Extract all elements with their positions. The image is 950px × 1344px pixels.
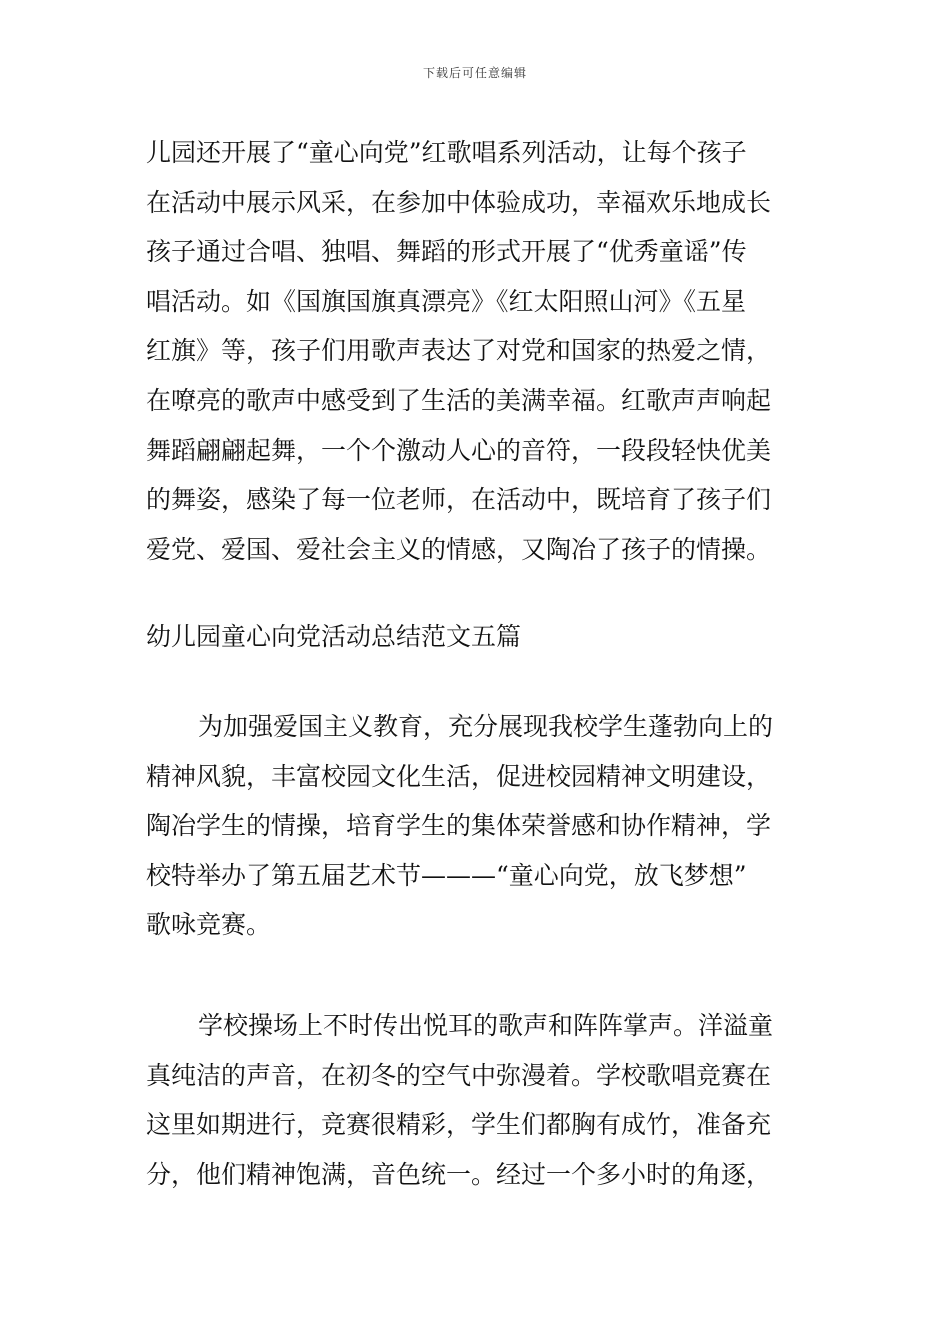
paragraph-line: 在活动中展示风采，在参加中体验成功，幸福欢乐地成长 xyxy=(146,187,772,217)
paragraph-line: 学校操场上不时传出悦耳的歌声和阵阵掌声。洋溢童 xyxy=(198,1010,774,1040)
spacer xyxy=(146,574,806,612)
paragraph-line: 红旗》等，孩子们用歌声表达了对党和国家的热爱之情， xyxy=(146,336,772,366)
document-body xyxy=(146,128,806,1199)
paragraph-line: 在嘹亮的歌声中感受到了生活的美满幸福。红歌声声响起 xyxy=(146,385,772,415)
section-title: 幼儿园童心向党活动总结范文五篇 xyxy=(146,622,522,652)
paragraph-line: 分，他们精神饱满，音色统一。经过一个多小时的角逐， xyxy=(146,1159,772,1189)
paragraph-1 xyxy=(146,128,806,574)
paragraph-line: 孩子通过合唱、独唱、舞蹈的形式开展了“优秀童谣”传 xyxy=(146,237,747,267)
paragraph-3 xyxy=(146,1001,806,1199)
paragraph-line: 唱活动。如《国旗国旗真漂亮》《红太阳照山河》《五星 xyxy=(146,286,747,316)
paragraph-line: 这里如期进行，竞赛很精彩，学生们都胸有成竹，准备充 xyxy=(146,1110,772,1140)
paragraph-line: 陶冶学生的情操，培育学生的集体荣誉感和协作精神，学 xyxy=(146,811,772,841)
paragraph-line: 真纯洁的声音，在初冬的空气中弥漫着。学校歌唱竞赛在 xyxy=(146,1060,772,1090)
page-header-note: 下载后可任意编辑 xyxy=(422,66,527,80)
paragraph-line: 校特举办了第五届艺术节———“童心向党，放飞梦想” xyxy=(146,860,747,890)
paragraph-line: 爱党、爱国、爱社会主义的情感，又陶冶了孩子的情操。 xyxy=(146,534,772,564)
paragraph-line: 为加强爱国主义教育，充分展现我校学生蓬勃向上的 xyxy=(198,711,774,741)
paragraph-line: 舞蹈翩翩起舞，一个个激动人心的音符，一段段轻快优美 xyxy=(146,435,772,465)
paragraph-line: 儿园还开展了“童心向党”红歌唱系列活动，让每个孩子 xyxy=(146,138,747,167)
paragraph-line: 的舞姿，感染了每一位老师，在活动中，既培育了孩子们 xyxy=(146,485,772,515)
paragraph-2 xyxy=(146,702,806,950)
paragraph-line: 精神风貌，丰富校园文化生活，促进校园精神文明建设， xyxy=(146,761,772,791)
spacer xyxy=(146,950,806,1001)
paragraph-line: 歌咏竞赛。 xyxy=(146,910,272,940)
spacer xyxy=(146,662,806,702)
